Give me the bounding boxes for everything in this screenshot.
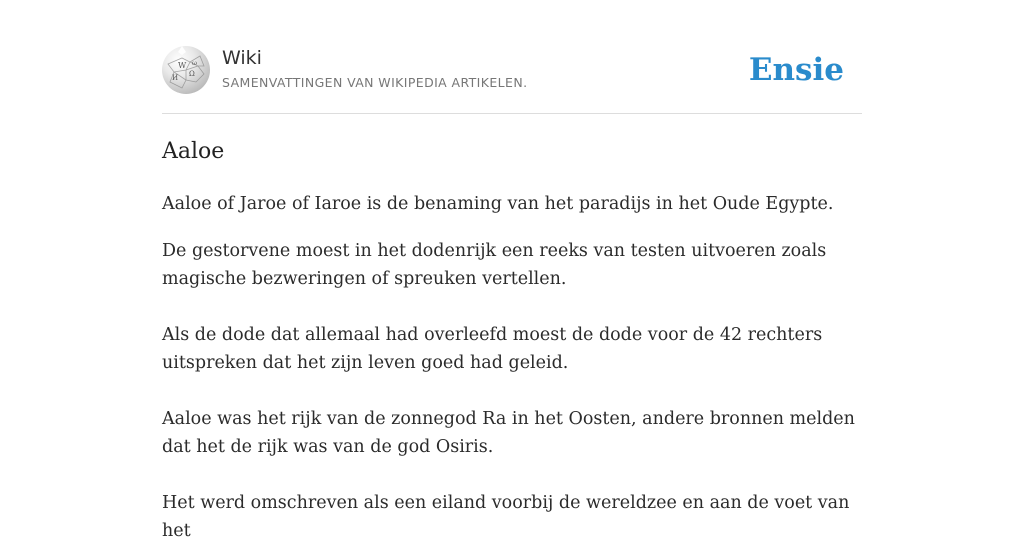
article-paragraph: De gestorvene moest in het dodenrijk een reeks van testen uitvoeren zoals magische bezweringen of spreuken vertellen. — [162, 241, 827, 289]
svg-text:ω: ω — [192, 60, 197, 67]
article-paragraph: Aaloe was het rijk van de zonnegod Ra in het Oosten, andere bronnen melden dat het de rijk was van de god Osiris. — [162, 409, 855, 457]
site-title[interactable]: Wiki — [222, 47, 262, 69]
svg-text:Ω: Ω — [189, 70, 195, 78]
brand-logo-link[interactable]: Ensie — [748, 52, 844, 88]
page-container — [162, 0, 862, 541]
wikipedia-globe-icon[interactable] — [162, 46, 210, 94]
article-paragraph: Als de dode dat allemaal had overleefd moest de dode voor de 42 rechters uitspreken dat het zijn leven goed had geleid. — [162, 325, 823, 373]
svg-text:W: W — [178, 61, 187, 70]
site-subtitle: SAMENVATTINGEN VAN WIKIPEDIA ARTIKELEN. — [222, 75, 528, 90]
article-body — [162, 190, 862, 545]
site-header — [162, 0, 862, 114]
page-title: Aaloe — [162, 139, 225, 164]
article-paragraph: Het werd omschreven als een eiland voorbij de wereldzee en aan de voet van het — [162, 493, 850, 541]
article-paragraph: Aaloe of Jaroe of Iaroe is de benaming van het paradijs in het Oude Egypte. — [162, 194, 834, 214]
svg-text:И: И — [172, 74, 179, 82]
